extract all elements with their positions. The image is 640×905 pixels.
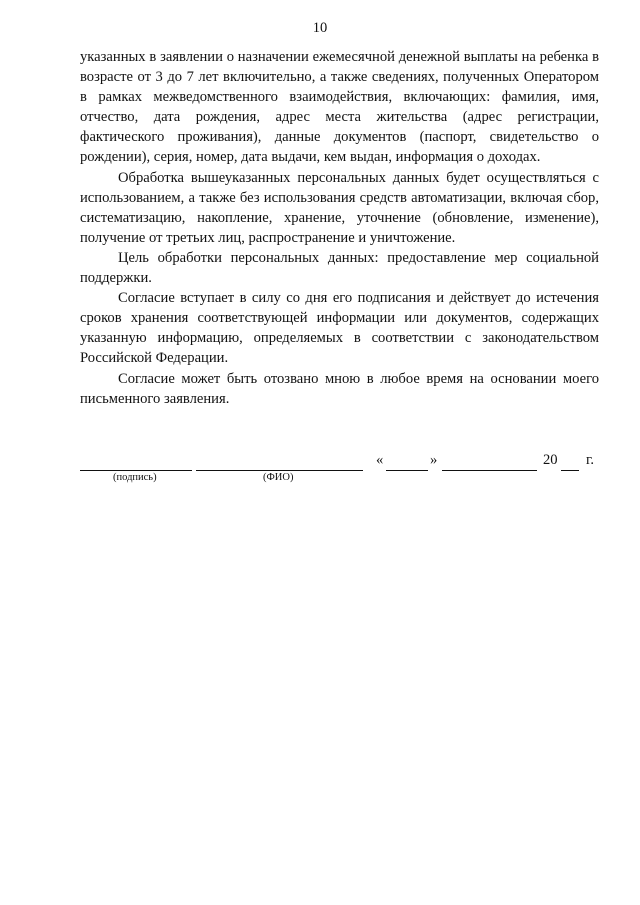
- fio-field[interactable]: [196, 455, 363, 471]
- signature-block: [80, 452, 599, 492]
- paragraph-purpose: Цель обработки персональных данных: предоставление мер социальной поддержки.: [80, 249, 599, 287]
- document-body: [80, 47, 599, 409]
- paragraph-processing: Обработка вышеуказанных персональных данных будет осуществляться с использованием, а также без использования средств автоматизации, включая сбор, систематизацию, накопление, хранение, уточнение (обновление, изменение), получение от третьих лиц, распространение и уничтожение.: [80, 169, 599, 246]
- year-field[interactable]: [561, 455, 579, 471]
- month-field[interactable]: [442, 455, 537, 471]
- paragraph-continuation: указанных в заявлении о назначении ежемесячной денежной выплаты на ребенка в возрасте от 3 до 7 лет включительно, а также сведениях, полученных Оператором в рамках межведомственного взаимодействия, включающих: фамилия, имя, отчество, дата рождения, адрес места жительства (адрес регистрации, фактического проживания), данные документов (паспорт, свидетельство о рождении), серия, номер, дата выдачи, кем выдан, информация о доходах.: [80, 49, 599, 166]
- quote-open: «: [376, 452, 384, 468]
- year-prefix: 20: [543, 452, 558, 468]
- year-suffix: г.: [586, 452, 594, 468]
- signature-field[interactable]: [80, 455, 192, 471]
- fio-caption: (ФИО): [263, 472, 294, 483]
- page-number: 10: [312, 20, 328, 36]
- paragraph-validity: Согласие вступает в силу со дня его подписания и действует до истечения сроков хранения соответствующей информации или документов, содержащих указанную информацию, определяемых в соответствии с законодательством Российской Федерации.: [80, 290, 599, 367]
- signature-caption: (подпись): [113, 472, 157, 483]
- quote-close: »: [430, 452, 438, 468]
- day-field[interactable]: [386, 455, 428, 471]
- paragraph-revocation: Согласие может быть отозвано мною в любое время на основании моего письменного заявления.: [80, 370, 599, 407]
